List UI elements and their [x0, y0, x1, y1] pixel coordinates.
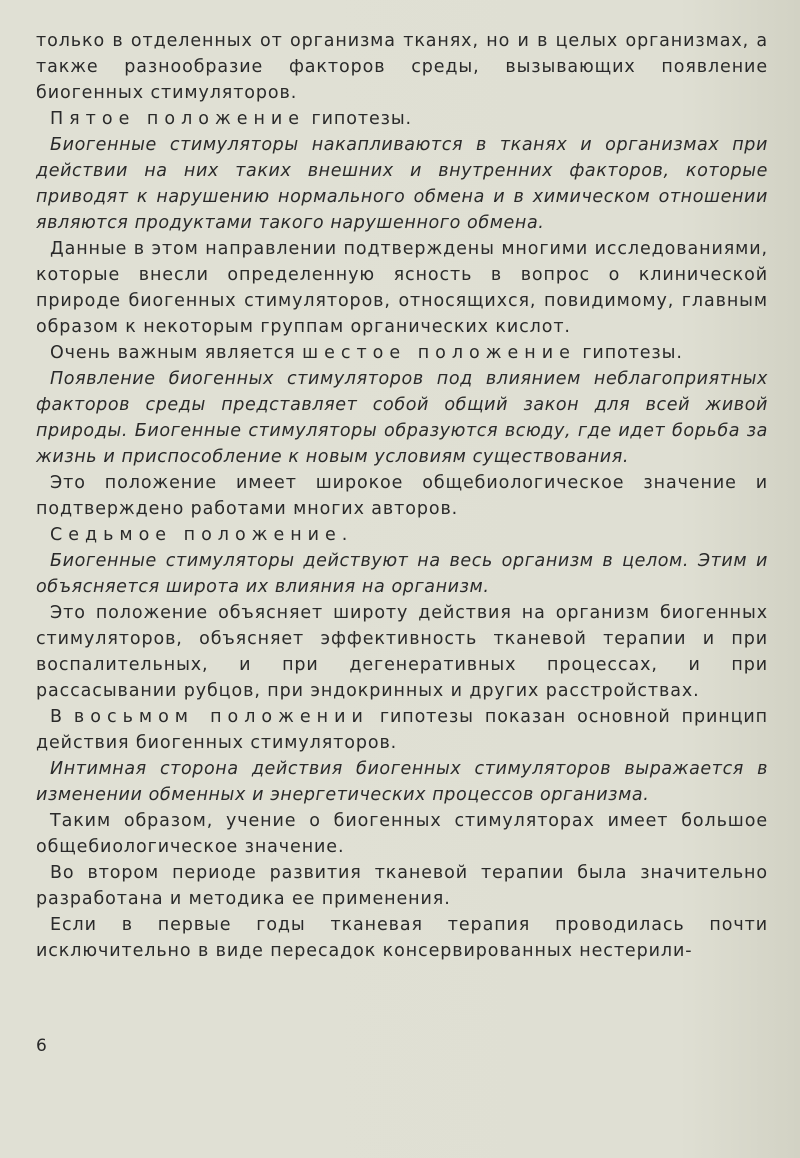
paragraph-sixth-position-heading [36, 340, 768, 366]
paragraph-seventh-position-text: Биогенные стимуляторы действуют на весь организм в целом. Этим и объясняется широта их влияния на организм. [36, 551, 768, 597]
heading-start: В [50, 707, 74, 727]
heading-rest: . [341, 525, 349, 545]
heading-start: Очень важным является [50, 343, 303, 363]
paragraph-continuation: только в отделенных от организма тканях, но и в целых организмах, а также разнообразие факторов среды, вызывающих появление биогенных стимуляторов. [36, 31, 768, 103]
paragraph-fifth-position-text: Биогенные стимуляторы накапливаются в тканях и организмах при действии на них таких внешних и внутренних факторов, которые приводят к нарушению нормального обмена и в химическом отношении являются продуктами такого нарушенного обмена. [36, 135, 768, 233]
paragraph-conclusion: Таким образом, учение о биогенных стимуляторах имеет большое общебиологическое значение. [36, 811, 768, 857]
spaced-term: восьмом положении [73, 707, 369, 727]
paragraph-seventh-position-heading [36, 522, 768, 548]
paragraph-eighth-position-text: Интимная сторона действия биогенных стимуляторов выражается в изменении обменных и энергетических процессов организма. [36, 759, 768, 805]
paragraph-sixth-position-text: Появление биогенных стимуляторов под влиянием неблагоприятных факторов среды представляет собой общий закон для всей живой природы. Биогенные стимуляторы образуются всюду, где идет борьба за жизнь и приспособление к новым условиям существования. [36, 369, 768, 467]
paragraph-first-years: Если в первые годы тканевая терапия проводилась почти исключительно в виде пересадок консервированных нестерили- [36, 915, 768, 961]
heading-rest: гипотезы. [575, 343, 683, 363]
paragraph-explanation: Это положение объясняет широту действия на организм биогенных стимуляторов, объясняет эффективность тканевой терапии и при воспалительных, и при дегенеративных процессах, и при рассасывании рубцов, при эндокринных и других расстройствах. [36, 603, 768, 701]
heading-rest: гипотезы. [305, 109, 413, 129]
spaced-term: Пятое положение [50, 109, 306, 129]
paragraph-research-data: Данные в этом направлении подтверждены многими исследованиями, которые внесли определенную ясность в вопрос о клинической природе биогенных стимуляторов, относящихся, повидимому, главным образом к некоторым группам органических кислот. [36, 239, 768, 337]
body-text [36, 28, 768, 964]
paragraph-fifth-position-heading [36, 106, 768, 132]
heading-rest: гипотезы показан основной принцип действия биогенных стимуляторов. [36, 707, 769, 753]
paragraph-second-period: Во втором периоде развития тканевой терапии была значительно разработана и методика ее применения. [36, 863, 768, 909]
paragraph-eighth-position-heading [36, 704, 768, 756]
spaced-term: шестое положение [302, 343, 576, 363]
spaced-term: Седьмое положение [50, 525, 342, 545]
page-number: 6 [36, 1036, 47, 1056]
paragraph-biological-significance: Это положение имеет широкое общебиологическое значение и подтверждено работами многих авторов. [36, 473, 768, 519]
